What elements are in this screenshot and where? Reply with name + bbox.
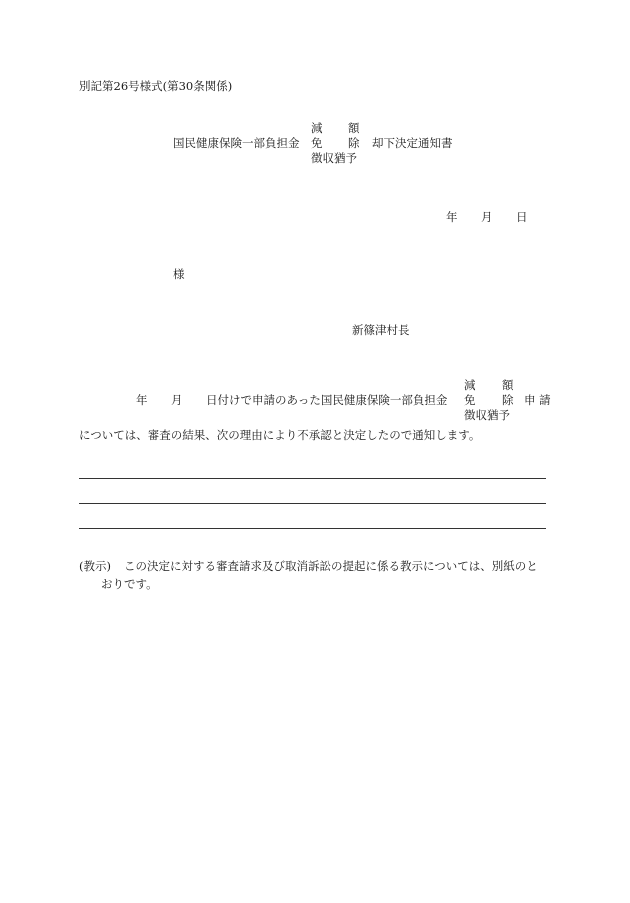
title-lead: 国民健康保険一部負担金	[173, 136, 300, 150]
body-year-label: 年	[136, 393, 148, 407]
notice-text-line-1: この決定に対する審査請求及び取消訴訟の提起に係る教示については、別紙のと	[124, 559, 538, 573]
notice-text-line-2: おりです。	[101, 577, 158, 591]
date-year-label: 年	[446, 210, 458, 224]
notice-label: (教示)	[79, 559, 111, 573]
body-option-reduce: 減	[464, 378, 476, 392]
issuer-name: 新篠津村長	[352, 323, 410, 337]
addressee-suffix: 様	[173, 267, 185, 281]
date-month-label: 月	[481, 210, 493, 224]
body-option-amount: 額	[502, 378, 514, 392]
date-day-label: 日	[516, 210, 528, 224]
body-option-remove: 除	[502, 393, 514, 407]
title-option-remove: 除	[348, 136, 360, 150]
title-option-reduce: 減	[311, 121, 323, 135]
body-lead: 日付けで申請のあった国民健康保険一部負担金	[206, 393, 448, 407]
body-month-label: 月	[171, 393, 183, 407]
body-tail: 申 請	[524, 393, 551, 407]
reason-line-2	[79, 503, 546, 504]
body-option-deferral: 徴収猶予	[464, 408, 510, 422]
title-option-exempt: 免	[311, 136, 323, 150]
reason-line-1	[79, 478, 546, 479]
title-option-amount: 額	[348, 121, 360, 135]
form-reference: 別記第26号様式(第30条関係)	[79, 79, 233, 93]
body-line-2: については、審査の結果、次の理由により不承認と決定したので通知します。	[79, 428, 481, 442]
reason-line-3	[79, 528, 546, 529]
title-option-deferral: 徴収猶予	[311, 151, 357, 165]
body-option-exempt: 免	[464, 393, 476, 407]
title-tail: 却下決定通知書	[372, 136, 453, 150]
